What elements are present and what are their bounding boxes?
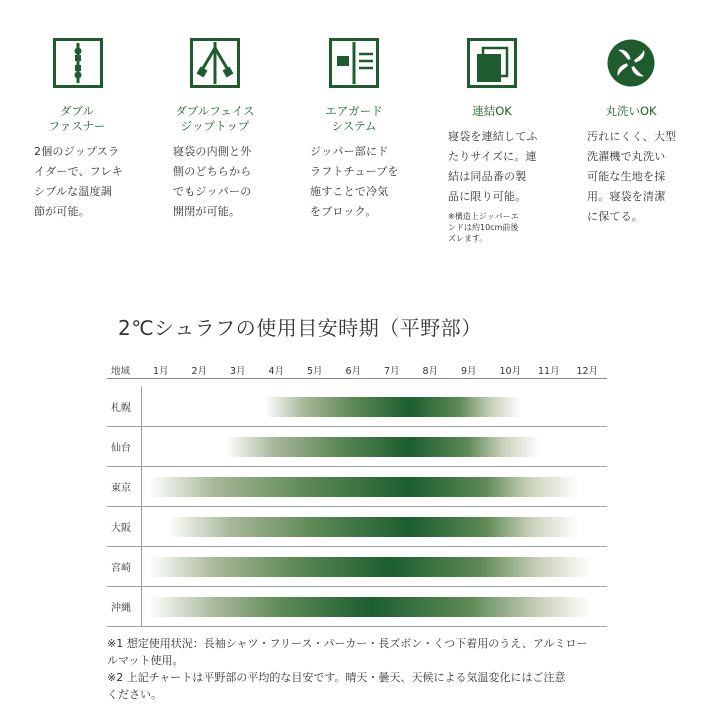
chart-row <box>107 546 607 587</box>
feature-washable <box>575 38 687 227</box>
row-separator <box>141 386 142 426</box>
month-tick-label: 7月 <box>384 366 400 377</box>
feature-description: 汚れにくく、大型 洗濯機で丸洗い 可能な生地を採 用。寝袋を清潔 に保てる。 <box>587 130 677 223</box>
feature-description: ジッパー部にド ラフトチューブを 施すことで冷気 をブロック。 <box>310 145 399 218</box>
notes <box>107 635 607 703</box>
usage-period-bar <box>149 557 591 577</box>
feature-double-face-zip <box>159 38 271 222</box>
chart-axis-header <box>107 356 607 379</box>
region-label: 東京 <box>111 483 131 494</box>
region-label: 札幌 <box>111 403 131 414</box>
month-tick-label: 3月 <box>230 366 246 377</box>
feature-title: エアガード システム <box>325 104 383 133</box>
chart-row <box>107 426 607 467</box>
usage-period-bar <box>226 437 540 457</box>
month-tick-label: 2月 <box>191 366 208 377</box>
region-label: 宮崎 <box>111 563 131 574</box>
air-guard-icon <box>329 38 379 88</box>
feature-double-zipper <box>22 38 134 222</box>
row-header-label: 地域 <box>111 366 131 377</box>
row-separator <box>141 506 142 546</box>
feature-title: 丸洗いOK <box>605 104 657 118</box>
month-tick-label: 12月 <box>576 366 599 377</box>
month-tick-label: 11月 <box>538 366 560 377</box>
feature-description: 寝袋の内側と外 側のどちらから でもジッパーの 開閉が可能。 <box>173 145 252 218</box>
feature-connect <box>436 38 548 244</box>
feature-description: 2個のジップスラ イダーで、フレキ シブルな温度調 節が可能。 <box>34 145 123 218</box>
connect-icon <box>467 38 517 88</box>
month-tick-label: 10月 <box>499 366 522 377</box>
row-separator <box>141 546 142 586</box>
row-separator <box>141 466 142 506</box>
feature-description: 寝袋を連結してふ たりサイズに。連 結は同品番の製 品に限り可能。 <box>448 130 538 203</box>
chart-title: 2℃シュラフの使用目安時期（平野部） <box>118 316 482 340</box>
chart-row <box>107 586 607 627</box>
usage-period-bar <box>149 477 579 497</box>
region-label: 大阪 <box>111 523 131 534</box>
feature-title: 連結OK <box>472 104 512 118</box>
feature-note: ※構造上ジッパーエ ンドは約10cm前後 ズレます。 <box>448 212 519 243</box>
chart-row <box>107 466 607 507</box>
month-tick-label: 6月 <box>345 366 362 377</box>
region-label: 沖縄 <box>111 603 131 614</box>
feature-title: ダブルフェイス ジップトップ <box>175 104 255 133</box>
usage-period-bar <box>149 597 591 617</box>
month-tick-label: 1月 <box>153 366 169 377</box>
chart-row <box>107 506 607 547</box>
chart-row <box>107 386 607 427</box>
double-face-zip-icon <box>190 38 240 88</box>
month-tick-label: 9月 <box>461 366 477 377</box>
note-1: ※1 想定使用状況：長袖シャツ・フリース・パーカー・長ズボン・くつ下着用のうえ、アルミロー ルマット使用。 <box>107 637 588 667</box>
row-separator <box>141 586 142 626</box>
month-tick-label: 4月 <box>268 366 285 377</box>
month-tick-label: 8月 <box>422 366 439 377</box>
region-label: 仙台 <box>111 443 131 454</box>
usage-period-bar <box>265 397 522 417</box>
feature-air-guard <box>298 38 410 222</box>
double-zipper-icon <box>53 38 103 88</box>
row-separator <box>141 426 142 466</box>
feature-title: ダブル ファスナー <box>48 104 106 133</box>
month-tick-label: 5月 <box>307 366 323 377</box>
washable-icon <box>606 38 656 88</box>
usage-period-bar <box>168 517 579 537</box>
note-2: ※2 上記チャートは平野部の平均的な目安です。晴天・曇天、天候による気温変化にはご注意 ください。 <box>107 671 566 701</box>
